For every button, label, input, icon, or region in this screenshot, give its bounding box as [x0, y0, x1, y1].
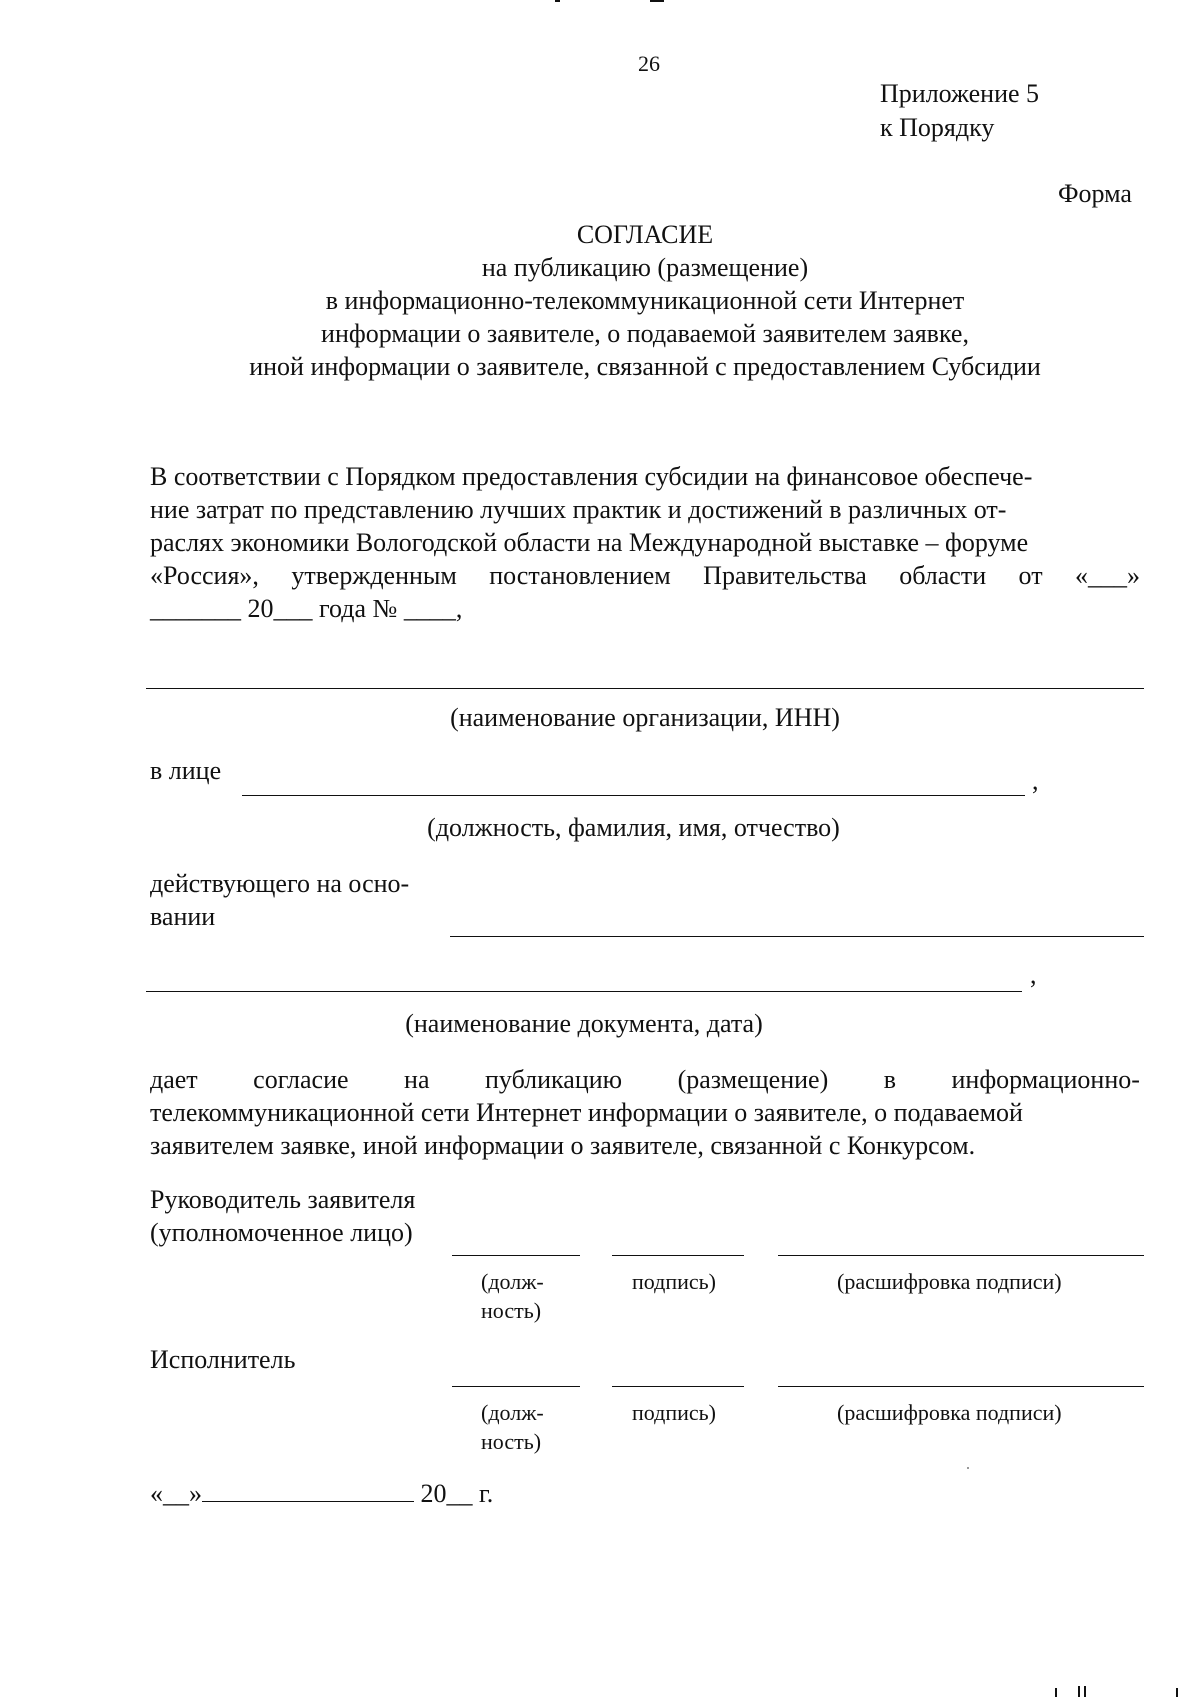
scan-mark [1176, 1688, 1178, 1697]
consent-line-1 [150, 1064, 1140, 1096]
appendix-line-1: Приложение 5 [880, 79, 1040, 108]
signature-caption: подпись) [632, 1269, 717, 1294]
representative-field[interactable] [242, 795, 1025, 796]
organization-name-field[interactable] [146, 688, 1144, 689]
title-line-3: информации о заявителе, о подаваемой заявителем заявке, [321, 319, 969, 348]
position-caption-line-1: (долж- [481, 1269, 544, 1294]
decoding-caption: (расшифровка подписи) [837, 1269, 1062, 1294]
intro-word: утвержденным [291, 561, 457, 590]
executor-signature-decoding-field[interactable] [778, 1386, 1144, 1387]
executor-position-field[interactable] [452, 1386, 580, 1387]
comma: , [1032, 766, 1039, 795]
consent-line-3: заявителем заявке, иной информации о заявителе, связанной с Конкурсом. [150, 1131, 976, 1160]
intro-line-4 [150, 560, 1140, 592]
basis-field-line-2[interactable] [146, 991, 1022, 992]
person-caption: (должность, фамилия, имя, отчество) [427, 813, 840, 842]
basis-field-line-1[interactable] [450, 936, 1144, 937]
title-line-1: на публикацию (размещение) [481, 253, 809, 282]
position-caption-line-1: (долж- [481, 1400, 544, 1425]
date-line [150, 1478, 493, 1510]
scan-mark [967, 1467, 969, 1469]
intro-word: «___» [1074, 561, 1140, 590]
intro-line-5: _______ 20___ года № ____, [150, 594, 463, 623]
consent-line-2: телекоммуникационной сети Интернет информации о заявителе, о подаваемой [150, 1098, 1023, 1127]
appendix-line-2: к Порядку [880, 113, 995, 142]
intro-word: постановлением [489, 561, 671, 590]
scan-mark [650, 0, 664, 2]
date-month-field[interactable] [202, 1479, 414, 1502]
intro-word: Правительства [703, 561, 867, 590]
head-signature-field[interactable] [612, 1255, 744, 1256]
intro-word: от [1018, 561, 1043, 590]
consent-word: (размещение) [677, 1065, 829, 1094]
scan-mark [1084, 1686, 1086, 1697]
document-caption: (наименование документа, дата) [405, 1009, 763, 1038]
basis-label-line-2: вании [150, 902, 216, 931]
head-signature-decoding-field[interactable] [778, 1255, 1144, 1256]
consent-word: публикацию [485, 1065, 623, 1094]
title-line-4: иной информации о заявителе, связанной с предоставлением Субсидии [249, 352, 1041, 381]
date-year: 20__ [420, 1479, 473, 1508]
comma: , [1030, 960, 1037, 989]
decoding-caption: (расшифровка подписи) [837, 1400, 1062, 1425]
consent-word: в [883, 1065, 897, 1094]
intro-line-2: ние затрат по представлению лучших практик и достижений в различных от- [150, 495, 1007, 524]
position-caption-line-2: ность) [481, 1429, 542, 1454]
basis-label-line-1: действующего на осно- [150, 869, 410, 898]
intro-word: «Россия», [150, 561, 259, 590]
date-suffix: г. [479, 1479, 494, 1508]
executor-label: Исполнитель [150, 1345, 296, 1374]
intro-word: области [899, 561, 987, 590]
position-caption-line-2: ность) [481, 1298, 542, 1323]
signature-caption: подпись) [632, 1400, 717, 1425]
head-label-line-1: Руководитель заявителя [150, 1185, 416, 1214]
intro-line-1: В соответствии с Порядком предоставления субсидии на финансовое обеспече- [150, 462, 1033, 491]
scan-mark [1078, 1686, 1080, 1697]
head-label-line-2: (уполномоченное лицо) [150, 1218, 413, 1247]
date-day: «__» [150, 1479, 202, 1508]
title-line-2: в информационно-телекоммуникационной сети Интернет [325, 286, 965, 315]
page-number: 26 [638, 51, 660, 76]
intro-line-3: раслях экономики Вологодской области на Международной выставке – форуме [150, 528, 1029, 557]
consent-word: на [404, 1065, 430, 1094]
executor-signature-field[interactable] [612, 1386, 744, 1387]
represented-label: в лице [150, 756, 222, 785]
scan-mark [1055, 1688, 1057, 1697]
document-title: СОГЛАСИЕ [576, 220, 714, 249]
scan-mark [555, 0, 560, 2]
consent-word: информационно- [951, 1065, 1140, 1094]
organization-caption: (наименование организации, ИНН) [450, 703, 840, 732]
consent-word: дает [150, 1065, 198, 1094]
form-label: Форма [1058, 179, 1132, 208]
consent-word: согласие [253, 1065, 349, 1094]
head-position-field[interactable] [452, 1255, 580, 1256]
